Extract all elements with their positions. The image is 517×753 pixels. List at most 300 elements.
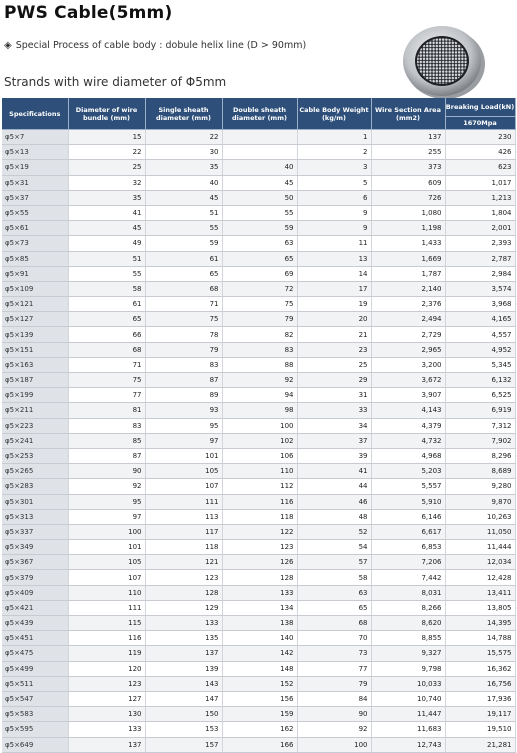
table-row xyxy=(2,464,515,479)
double-sheath-cell: 45 xyxy=(222,175,297,190)
weight-cell: 17 xyxy=(297,281,371,296)
area-cell: 3,672 xyxy=(371,373,445,388)
double-sheath-cell: 83 xyxy=(222,342,297,357)
load-cell: 2,001 xyxy=(445,221,515,236)
weight-cell: 13 xyxy=(297,251,371,266)
table-row xyxy=(2,236,515,251)
double-sheath-cell: 55 xyxy=(222,205,297,220)
weight-cell: 79 xyxy=(297,676,371,691)
load-cell: 21,281 xyxy=(445,737,515,752)
area-cell: 11,447 xyxy=(371,707,445,722)
spec-cell: φ5×475 xyxy=(2,646,68,661)
bundle-cell: 87 xyxy=(68,448,145,463)
bundle-cell: 123 xyxy=(68,676,145,691)
single-sheath-cell: 78 xyxy=(145,327,222,342)
load-cell: 12,428 xyxy=(445,570,515,585)
double-sheath-cell: 98 xyxy=(222,403,297,418)
weight-cell: 84 xyxy=(297,691,371,706)
table-row xyxy=(2,433,515,448)
spec-cell: φ5×547 xyxy=(2,691,68,706)
spec-cell: φ5×163 xyxy=(2,357,68,372)
weight-cell: 37 xyxy=(297,433,371,448)
area-cell: 3,907 xyxy=(371,388,445,403)
double-sheath-cell: 112 xyxy=(222,479,297,494)
header-single-sheath: Single sheath diameter (mm) xyxy=(145,98,222,130)
area-cell: 3,200 xyxy=(371,357,445,372)
spec-cell: φ5×313 xyxy=(2,509,68,524)
load-cell: 16,362 xyxy=(445,661,515,676)
area-cell: 2,729 xyxy=(371,327,445,342)
double-sheath-cell: 82 xyxy=(222,327,297,342)
bundle-cell: 51 xyxy=(68,251,145,266)
table-row xyxy=(2,373,515,388)
spec-cell: φ5×265 xyxy=(2,464,68,479)
bundle-cell: 75 xyxy=(68,373,145,388)
weight-cell: 25 xyxy=(297,357,371,372)
table-row xyxy=(2,585,515,600)
bundle-cell: 58 xyxy=(68,281,145,296)
single-sheath-cell: 22 xyxy=(145,130,222,145)
load-cell: 9,280 xyxy=(445,479,515,494)
weight-cell: 63 xyxy=(297,585,371,600)
diamond-bullet-icon: ◈ xyxy=(4,40,12,51)
load-cell: 426 xyxy=(445,145,515,160)
table-row xyxy=(2,175,515,190)
single-sheath-cell: 157 xyxy=(145,737,222,752)
area-cell: 2,140 xyxy=(371,281,445,296)
table-row xyxy=(2,616,515,631)
spec-cell: φ5×109 xyxy=(2,281,68,296)
load-cell: 14,395 xyxy=(445,616,515,631)
table-row xyxy=(2,205,515,220)
bundle-cell: 92 xyxy=(68,479,145,494)
load-cell: 19,117 xyxy=(445,707,515,722)
load-cell: 8,689 xyxy=(445,464,515,479)
bundle-cell: 77 xyxy=(68,388,145,403)
weight-cell: 65 xyxy=(297,600,371,615)
bundle-cell: 116 xyxy=(68,631,145,646)
table-row xyxy=(2,190,515,205)
single-sheath-cell: 95 xyxy=(145,418,222,433)
single-sheath-cell: 30 xyxy=(145,145,222,160)
area-cell: 373 xyxy=(371,160,445,175)
single-sheath-cell: 68 xyxy=(145,281,222,296)
load-cell: 11,050 xyxy=(445,524,515,539)
area-cell: 8,266 xyxy=(371,600,445,615)
table-row xyxy=(2,555,515,570)
single-sheath-cell: 129 xyxy=(145,600,222,615)
bundle-cell: 95 xyxy=(68,494,145,509)
double-sheath-cell: 102 xyxy=(222,433,297,448)
weight-cell: 5 xyxy=(297,175,371,190)
area-cell: 255 xyxy=(371,145,445,160)
double-sheath-cell: 134 xyxy=(222,600,297,615)
weight-cell: 14 xyxy=(297,266,371,281)
load-cell: 7,312 xyxy=(445,418,515,433)
single-sheath-cell: 128 xyxy=(145,585,222,600)
double-sheath-cell: 100 xyxy=(222,418,297,433)
table-row xyxy=(2,266,515,281)
area-cell: 726 xyxy=(371,190,445,205)
spec-cell: φ5×223 xyxy=(2,418,68,433)
double-sheath-cell: 118 xyxy=(222,509,297,524)
bundle-cell: 90 xyxy=(68,464,145,479)
table-row xyxy=(2,631,515,646)
load-cell: 13,411 xyxy=(445,585,515,600)
weight-cell: 33 xyxy=(297,403,371,418)
table-row xyxy=(2,646,515,661)
header-breaking-load: Breaking Load(kN) xyxy=(445,98,515,117)
strands-text: Strands with wire diameter of Φ5mm xyxy=(4,75,227,89)
double-sheath-cell: 128 xyxy=(222,570,297,585)
double-sheath-cell: 133 xyxy=(222,585,297,600)
weight-cell: 54 xyxy=(297,540,371,555)
double-sheath-cell: 72 xyxy=(222,281,297,296)
table-row xyxy=(2,251,515,266)
area-cell: 1,080 xyxy=(371,205,445,220)
cable-cross-section-icon xyxy=(400,22,486,100)
load-cell: 7,902 xyxy=(445,433,515,448)
header-breaking-load-mpa: 1670Mpa xyxy=(445,117,515,130)
double-sheath-cell: 75 xyxy=(222,297,297,312)
spec-cell: φ5×85 xyxy=(2,251,68,266)
single-sheath-cell: 111 xyxy=(145,494,222,509)
spec-cell: φ5×649 xyxy=(2,737,68,752)
table-row xyxy=(2,145,515,160)
spec-cell: φ5×253 xyxy=(2,448,68,463)
spec-cell: φ5×7 xyxy=(2,130,68,145)
double-sheath-cell: 166 xyxy=(222,737,297,752)
bundle-cell: 66 xyxy=(68,327,145,342)
area-cell: 7,442 xyxy=(371,570,445,585)
table-row xyxy=(2,327,515,342)
spec-cell: φ5×151 xyxy=(2,342,68,357)
single-sheath-cell: 71 xyxy=(145,297,222,312)
weight-cell: 77 xyxy=(297,661,371,676)
spec-cell: φ5×139 xyxy=(2,327,68,342)
load-cell: 16,756 xyxy=(445,676,515,691)
bundle-cell: 49 xyxy=(68,236,145,251)
bundle-cell: 61 xyxy=(68,297,145,312)
bundle-cell: 105 xyxy=(68,555,145,570)
single-sheath-cell: 113 xyxy=(145,509,222,524)
single-sheath-cell: 135 xyxy=(145,631,222,646)
weight-cell: 41 xyxy=(297,464,371,479)
load-cell: 6,132 xyxy=(445,373,515,388)
area-cell: 10,033 xyxy=(371,676,445,691)
bundle-cell: 85 xyxy=(68,433,145,448)
single-sheath-cell: 123 xyxy=(145,570,222,585)
weight-cell: 48 xyxy=(297,509,371,524)
single-sheath-cell: 143 xyxy=(145,676,222,691)
load-cell: 6,919 xyxy=(445,403,515,418)
area-cell: 4,968 xyxy=(371,448,445,463)
page-title: PWS Cable(5mm) xyxy=(4,3,173,23)
single-sheath-cell: 150 xyxy=(145,707,222,722)
weight-cell: 3 xyxy=(297,160,371,175)
single-sheath-cell: 75 xyxy=(145,312,222,327)
header-cable-weight: Cable Body Weight (kg/m) xyxy=(297,98,371,130)
area-cell: 4,732 xyxy=(371,433,445,448)
table-row xyxy=(2,737,515,752)
load-cell: 15,575 xyxy=(445,646,515,661)
area-cell: 2,494 xyxy=(371,312,445,327)
load-cell: 6,525 xyxy=(445,388,515,403)
load-cell: 9,870 xyxy=(445,494,515,509)
double-sheath-cell: 69 xyxy=(222,266,297,281)
single-sheath-cell: 97 xyxy=(145,433,222,448)
process-note xyxy=(4,40,306,51)
double-sheath-cell: 126 xyxy=(222,555,297,570)
bundle-cell: 71 xyxy=(68,357,145,372)
bundle-cell: 65 xyxy=(68,312,145,327)
bundle-cell: 110 xyxy=(68,585,145,600)
single-sheath-cell: 61 xyxy=(145,251,222,266)
load-cell: 2,787 xyxy=(445,251,515,266)
spec-cell: φ5×199 xyxy=(2,388,68,403)
weight-cell: 31 xyxy=(297,388,371,403)
bundle-cell: 45 xyxy=(68,221,145,236)
bundle-cell: 111 xyxy=(68,600,145,615)
bundle-cell: 41 xyxy=(68,205,145,220)
spec-cell: φ5×127 xyxy=(2,312,68,327)
load-cell: 623 xyxy=(445,160,515,175)
bundle-cell: 120 xyxy=(68,661,145,676)
table-row xyxy=(2,540,515,555)
area-cell: 4,379 xyxy=(371,418,445,433)
load-cell: 230 xyxy=(445,130,515,145)
weight-cell: 20 xyxy=(297,312,371,327)
spec-cell: φ5×73 xyxy=(2,236,68,251)
double-sheath-cell: 50 xyxy=(222,190,297,205)
double-sheath-cell: 94 xyxy=(222,388,297,403)
double-sheath-cell: 140 xyxy=(222,631,297,646)
area-cell: 1,669 xyxy=(371,251,445,266)
spec-cell: φ5×187 xyxy=(2,373,68,388)
table-row xyxy=(2,479,515,494)
area-cell: 8,620 xyxy=(371,616,445,631)
header-section-area: Wire Section Area (mm2) xyxy=(371,98,445,130)
spec-cell: φ5×439 xyxy=(2,616,68,631)
double-sheath-cell: 79 xyxy=(222,312,297,327)
single-sheath-cell: 87 xyxy=(145,373,222,388)
table-row xyxy=(2,357,515,372)
bundle-cell: 35 xyxy=(68,190,145,205)
load-cell: 8,296 xyxy=(445,448,515,463)
single-sheath-cell: 83 xyxy=(145,357,222,372)
table-row xyxy=(2,722,515,737)
load-cell: 4,952 xyxy=(445,342,515,357)
header-bundle-diameter: Diameter of wire bundle (mm) xyxy=(68,98,145,130)
single-sheath-cell: 45 xyxy=(145,190,222,205)
weight-cell: 23 xyxy=(297,342,371,357)
load-cell: 1,804 xyxy=(445,205,515,220)
double-sheath-cell: 159 xyxy=(222,707,297,722)
single-sheath-cell: 40 xyxy=(145,175,222,190)
load-cell: 12,034 xyxy=(445,555,515,570)
double-sheath-cell: 156 xyxy=(222,691,297,706)
double-sheath-cell xyxy=(222,130,297,145)
load-cell: 11,444 xyxy=(445,540,515,555)
weight-cell: 57 xyxy=(297,555,371,570)
weight-cell: 11 xyxy=(297,236,371,251)
spec-cell: φ5×301 xyxy=(2,494,68,509)
bundle-cell: 68 xyxy=(68,342,145,357)
spec-cell: φ5×31 xyxy=(2,175,68,190)
area-cell: 6,853 xyxy=(371,540,445,555)
table-row xyxy=(2,570,515,585)
load-cell: 4,165 xyxy=(445,312,515,327)
spec-cell: φ5×91 xyxy=(2,266,68,281)
area-cell: 2,376 xyxy=(371,297,445,312)
table-row xyxy=(2,494,515,509)
table-row xyxy=(2,130,515,145)
bundle-cell: 127 xyxy=(68,691,145,706)
weight-cell: 100 xyxy=(297,737,371,752)
single-sheath-cell: 118 xyxy=(145,540,222,555)
bundle-cell: 107 xyxy=(68,570,145,585)
area-cell: 1,198 xyxy=(371,221,445,236)
weight-cell: 90 xyxy=(297,707,371,722)
single-sheath-cell: 101 xyxy=(145,448,222,463)
single-sheath-cell: 93 xyxy=(145,403,222,418)
bundle-cell: 133 xyxy=(68,722,145,737)
load-cell: 1,213 xyxy=(445,190,515,205)
double-sheath-cell: 122 xyxy=(222,524,297,539)
spec-cell: φ5×349 xyxy=(2,540,68,555)
double-sheath-cell: 106 xyxy=(222,448,297,463)
single-sheath-cell: 147 xyxy=(145,691,222,706)
single-sheath-cell: 89 xyxy=(145,388,222,403)
spec-cell: φ5×367 xyxy=(2,555,68,570)
weight-cell: 6 xyxy=(297,190,371,205)
table-row xyxy=(2,418,515,433)
load-cell: 4,557 xyxy=(445,327,515,342)
spec-cell: φ5×451 xyxy=(2,631,68,646)
bundle-cell: 137 xyxy=(68,737,145,752)
table-row xyxy=(2,524,515,539)
area-cell: 137 xyxy=(371,130,445,145)
double-sheath-cell: 63 xyxy=(222,236,297,251)
single-sheath-cell: 35 xyxy=(145,160,222,175)
area-cell: 8,031 xyxy=(371,585,445,600)
bundle-cell: 97 xyxy=(68,509,145,524)
bundle-cell: 55 xyxy=(68,266,145,281)
load-cell: 10,263 xyxy=(445,509,515,524)
bundle-cell: 32 xyxy=(68,175,145,190)
spec-cell: φ5×283 xyxy=(2,479,68,494)
double-sheath-cell: 88 xyxy=(222,357,297,372)
load-cell: 19,510 xyxy=(445,722,515,737)
table-row xyxy=(2,221,515,236)
single-sheath-cell: 133 xyxy=(145,616,222,631)
spec-cell: φ5×421 xyxy=(2,600,68,615)
bundle-cell: 15 xyxy=(68,130,145,145)
table-row xyxy=(2,281,515,296)
double-sheath-cell: 152 xyxy=(222,676,297,691)
single-sheath-cell: 65 xyxy=(145,266,222,281)
load-cell: 3,574 xyxy=(445,281,515,296)
bundle-cell: 119 xyxy=(68,646,145,661)
weight-cell: 1 xyxy=(297,130,371,145)
bundle-cell: 81 xyxy=(68,403,145,418)
area-cell: 1,787 xyxy=(371,266,445,281)
spec-cell: φ5×499 xyxy=(2,661,68,676)
area-cell: 609 xyxy=(371,175,445,190)
spec-cell: φ5×19 xyxy=(2,160,68,175)
spec-cell: φ5×409 xyxy=(2,585,68,600)
double-sheath-cell: 142 xyxy=(222,646,297,661)
area-cell: 5,557 xyxy=(371,479,445,494)
double-sheath-cell: 65 xyxy=(222,251,297,266)
weight-cell: 29 xyxy=(297,373,371,388)
area-cell: 5,910 xyxy=(371,494,445,509)
double-sheath-cell: 123 xyxy=(222,540,297,555)
load-cell: 2,393 xyxy=(445,236,515,251)
bundle-cell: 25 xyxy=(68,160,145,175)
spec-cell: φ5×13 xyxy=(2,145,68,160)
spec-cell: φ5×121 xyxy=(2,297,68,312)
table-row xyxy=(2,342,515,357)
spec-cell: φ5×37 xyxy=(2,190,68,205)
spec-cell: φ5×583 xyxy=(2,707,68,722)
area-cell: 1,433 xyxy=(371,236,445,251)
area-cell: 9,327 xyxy=(371,646,445,661)
table-row xyxy=(2,661,515,676)
area-cell: 12,743 xyxy=(371,737,445,752)
spec-cell: φ5×337 xyxy=(2,524,68,539)
weight-cell: 34 xyxy=(297,418,371,433)
area-cell: 7,206 xyxy=(371,555,445,570)
spec-cell: φ5×511 xyxy=(2,676,68,691)
spec-cell: φ5×211 xyxy=(2,403,68,418)
table-row xyxy=(2,707,515,722)
weight-cell: 92 xyxy=(297,722,371,737)
single-sheath-cell: 59 xyxy=(145,236,222,251)
area-cell: 6,146 xyxy=(371,509,445,524)
weight-cell: 68 xyxy=(297,616,371,631)
double-sheath-cell xyxy=(222,145,297,160)
area-cell: 4,143 xyxy=(371,403,445,418)
area-cell: 8,855 xyxy=(371,631,445,646)
single-sheath-cell: 107 xyxy=(145,479,222,494)
double-sheath-cell: 116 xyxy=(222,494,297,509)
table-row xyxy=(2,676,515,691)
load-cell: 1,017 xyxy=(445,175,515,190)
double-sheath-cell: 138 xyxy=(222,616,297,631)
double-sheath-cell: 110 xyxy=(222,464,297,479)
weight-cell: 58 xyxy=(297,570,371,585)
spec-cell: φ5×595 xyxy=(2,722,68,737)
bundle-cell: 115 xyxy=(68,616,145,631)
single-sheath-cell: 105 xyxy=(145,464,222,479)
weight-cell: 73 xyxy=(297,646,371,661)
table-row xyxy=(2,509,515,524)
header-specifications: Specifications xyxy=(2,98,68,130)
single-sheath-cell: 55 xyxy=(145,221,222,236)
weight-cell: 46 xyxy=(297,494,371,509)
weight-cell: 19 xyxy=(297,297,371,312)
double-sheath-cell: 59 xyxy=(222,221,297,236)
single-sheath-cell: 137 xyxy=(145,646,222,661)
weight-cell: 39 xyxy=(297,448,371,463)
table-row xyxy=(2,312,515,327)
single-sheath-cell: 139 xyxy=(145,661,222,676)
area-cell: 9,798 xyxy=(371,661,445,676)
table-row xyxy=(2,600,515,615)
table-row xyxy=(2,448,515,463)
bundle-cell: 83 xyxy=(68,418,145,433)
